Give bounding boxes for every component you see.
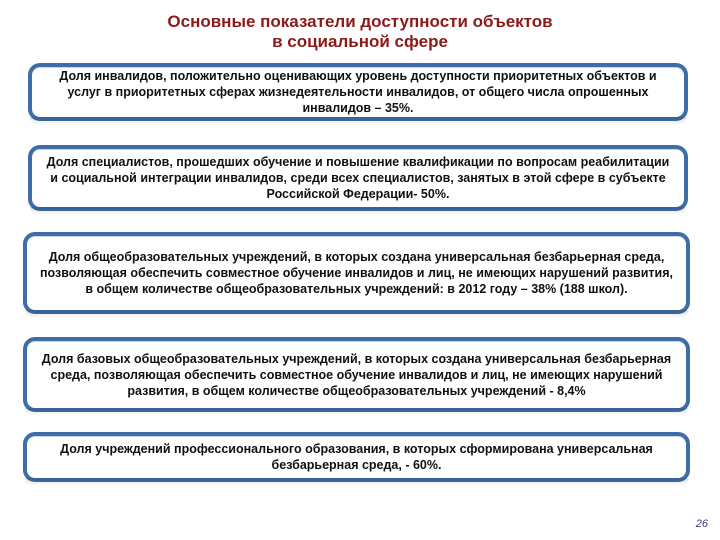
indicator-text: Доля специалистов, прошедших обучение и повышение квалификации по вопросам реабилитации и социальной интеграции инвалидов, среди всех специалистов, занятых в этой сфере в субъекте Российской Федерации- 50%. (46, 155, 670, 201)
indicator-text: Доля общеобразовательных учреждений, в которых создана универсальная безбарьерная среда, позволяющая обеспечить совместное обучение инвалидов и лиц, не имеющих нарушений развития, в общем количестве общеобразовательных учреждений: в 2012 году – 38% (188 школ). (40, 250, 673, 296)
indicator-box-disabled-satisfaction (28, 63, 688, 121)
indicator-text: Доля учреждений профессионального образования, в которых сформирована универсальная безбарьерная среда, - 60%. (60, 442, 653, 472)
indicator-box-general-schools (23, 232, 690, 314)
page-number: 26 (695, 518, 708, 530)
indicator-box-vocational-institutions (23, 432, 690, 482)
indicator-box-specialist-training (28, 145, 688, 211)
page-title-line-1: Основные показатели доступности объектов (167, 12, 553, 31)
indicator-text: Доля инвалидов, положительно оценивающих уровень доступности приоритетных объектов и услуг в приоритетных сферах жизнедеятельности инвалидов, от общего числа опрошенных инвалидов – 35%. (59, 69, 657, 115)
indicator-box-basic-schools (23, 337, 690, 412)
page-title-line-2: в социальной сфере (272, 32, 448, 51)
indicator-text: Доля базовых общеобразовательных учреждений, в которых создана универсальная безбарьерная среда, позволяющая обеспечить совместное обучение инвалидов и лиц, не имеющих нарушений развития, в общем количестве общеобразовательных учреждений - 8,4% (41, 351, 672, 398)
page-title (0, 12, 720, 52)
